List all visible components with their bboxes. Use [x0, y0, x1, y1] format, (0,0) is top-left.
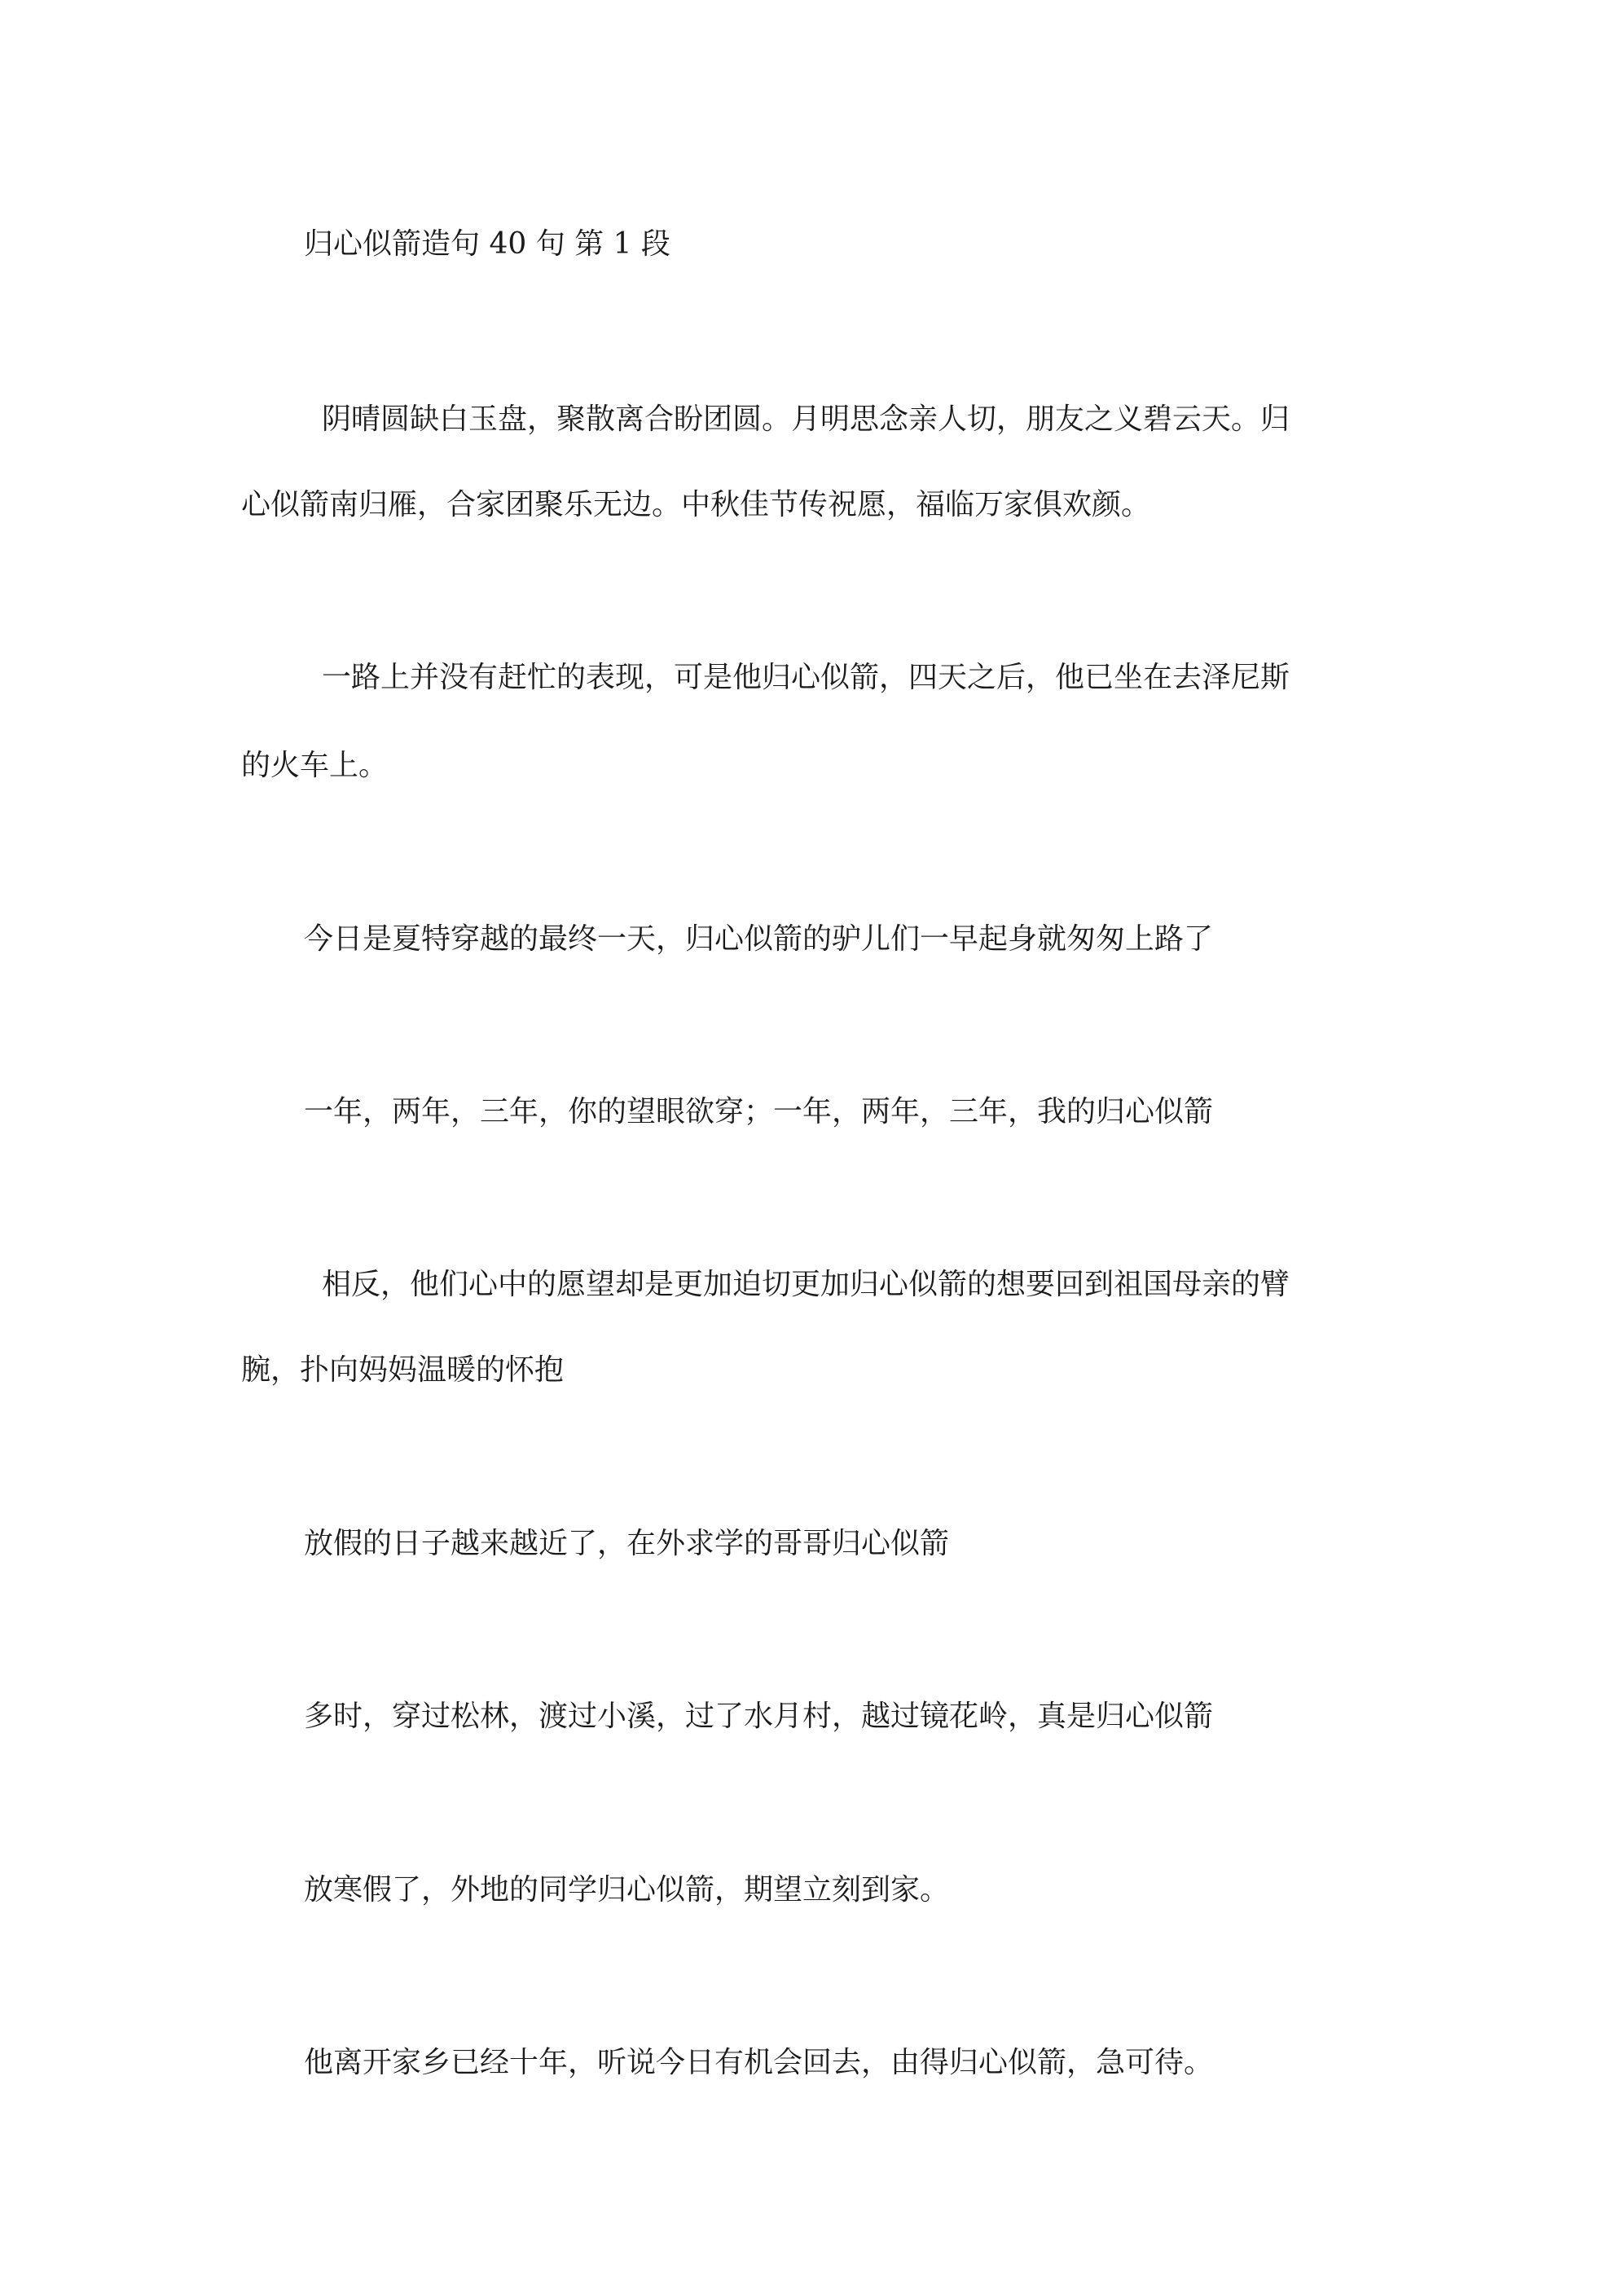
- paragraph-line: 一年，两年，三年，你的望眼欲穿；一年，两年，三年，我的归心似箭: [304, 1095, 1214, 1128]
- document-title: 归心似箭造句 40 句 第 1 段: [304, 227, 670, 261]
- paragraph-line: 腕，扑向妈妈温暖的怀抱: [241, 1353, 565, 1387]
- paragraph-line: 阴晴圆缺白玉盘，聚散离合盼团圆。月明思念亲人切，朋友之义碧云天。归: [322, 402, 1290, 436]
- paragraph-line: 的火车上。: [241, 749, 389, 782]
- paragraph-line: 多时，穿过松林，渡过小溪，过了水月村，越过镜花岭，真是归心似箭: [304, 1700, 1214, 1733]
- paragraph-line: 相反，他们心中的愿望却是更加迫切更加归心似箭的想要回到祖国母亲的臂: [322, 1268, 1290, 1301]
- paragraph-line: 他离开家乡已经十年，听说今日有机会回去，由得归心似箭，急可待。: [304, 2046, 1214, 2079]
- paragraph-line: 放寒假了，外地的同学归心似箭，期望立刻到家。: [304, 1873, 950, 1907]
- paragraph-line: 心似箭南归雁，合家团聚乐无边。中秋佳节传祝愿，福临万家俱欢颜。: [241, 488, 1151, 521]
- paragraph-line: 今日是夏特穿越的最终一天，归心似箭的驴儿们一早起身就匆匆上路了: [304, 922, 1214, 956]
- paragraph-line: 一路上并没有赶忙的表现，可是他归心似箭，四天之后，他已坐在去泽尼斯: [322, 661, 1290, 694]
- paragraph-line: 放假的日子越来越近了，在外求学的哥哥归心似箭: [304, 1527, 950, 1560]
